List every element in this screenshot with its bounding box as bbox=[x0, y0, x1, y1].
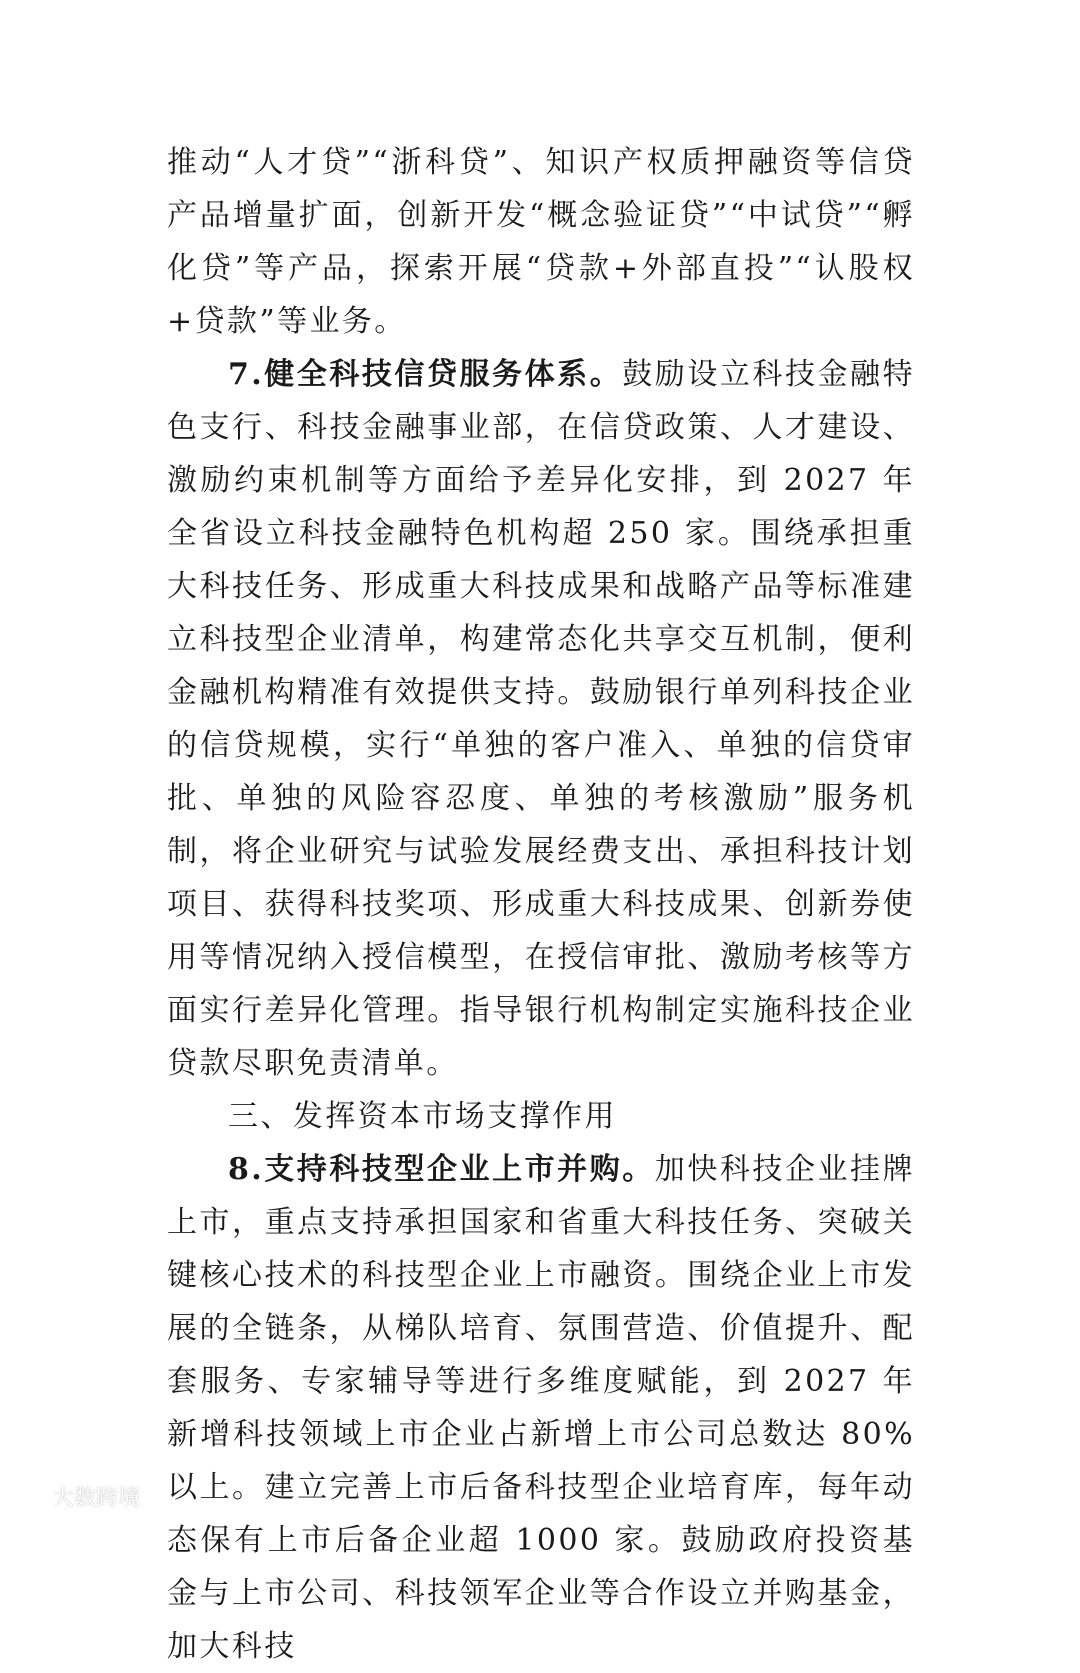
document-page bbox=[167, 136, 915, 1673]
watermark bbox=[8, 1476, 140, 1516]
paragraph-item-8 bbox=[167, 1143, 915, 1673]
item-8-body: 加快科技企业挂牌上市，重点支持承担国家和省重大科技任务、突破关键核心技术的科技型企业上市融资。围绕企业上市发展的全链条，从梯队培育、氛围营造、价值提升、配套服务、专家辅导等进行多维度赋能，到 2027 年新增科技领域上市企业占新增上市公司总数达 80%以上。建立完善上市后备科技型企业培育库，每年动态保有上市后备企业超 1000 家。鼓励政府投资基金与上市公司、科技领军企业等合作设立并购基金，加大科技 bbox=[167, 1152, 916, 1664]
watermark-text: 大数跨境 bbox=[52, 1485, 141, 1511]
weibo-logo-icon bbox=[8, 1478, 48, 1514]
item-8-title: 8.支持科技型企业上市并购。 bbox=[228, 1152, 655, 1187]
item-7-title: 7.健全科技信贷服务体系。 bbox=[228, 357, 623, 392]
item-7-body: 鼓励设立科技金融特色支行、科技金融事业部，在信贷政策、人才建设、激励约束机制等方面给予差异化安排，到 2027 年全省设立科技金融特色机构超 250 家。围绕承担重大科技任务、形成重大科技成果和战略产品等标准建立科技型企业清单，构建常态化共享交互机制，便利金融机构精准有效提供支持。鼓励银行单列科技企业的信贷规模，实行“单独的客户准入、单独的信贷审批、单独的风险容忍度、单独的考核激励”服务机制，将企业研究与试验发展经费支出、承担科技计划项目、获得科技奖项、形成重大科技成果、创新券使用等情况纳入授信模型，在授信审批、激励考核等方面实行差异化管理。指导银行机构制定实施科技企业贷款尽职免责清单。 bbox=[167, 357, 915, 1081]
section-3-heading: 三、发挥资本市场支撑作用 bbox=[228, 1099, 617, 1134]
paragraph-item-7 bbox=[167, 348, 915, 1090]
paragraph-1: 推动“人才贷”“浙科贷”、知识产权质押融资等信贷产品增量扩面，创新开发“概念验证贷”“中试贷”“孵化贷”等产品，探索开展“贷款+外部直投”“认股权+贷款”等业务。 bbox=[167, 145, 915, 339]
